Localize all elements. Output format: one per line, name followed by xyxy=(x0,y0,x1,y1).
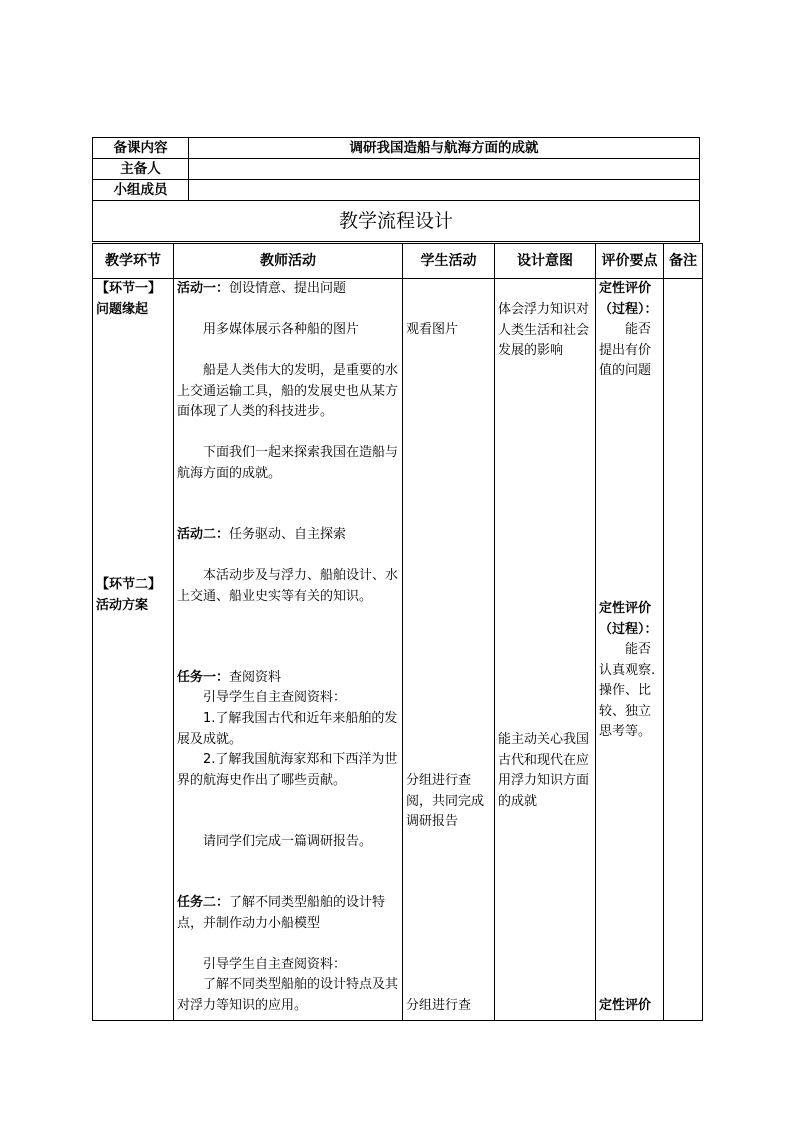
col-header-teacher: 教师活动 xyxy=(174,244,403,279)
task-two-subtitle: 了解不同类型船舶的设计特点，并制作动力小船模型 xyxy=(177,895,386,931)
notes-cell xyxy=(664,279,703,1021)
activity-two-heading xyxy=(177,525,400,546)
activity-two-subtitle: 任务驱动、自主探索 xyxy=(229,527,347,542)
eval-1-head: 定性评价（过程）： xyxy=(599,281,658,317)
header-table xyxy=(92,137,700,242)
task-one-para-4: 请同学们完成一篇调研报告。 xyxy=(203,834,373,849)
task-two-para-1: 引导学生自主查阅资料： xyxy=(203,957,347,972)
activity-one-subtitle: 创设情意、提出问题 xyxy=(229,281,347,296)
col-header-eval: 评价要点 xyxy=(596,244,664,279)
intent-cell xyxy=(495,279,596,1021)
group-members-value xyxy=(189,180,700,201)
eval-2-body: 能否认真观察.操作、比较、独立思考等。 xyxy=(599,642,656,739)
activity-one-para-1: 用多媒体展示各种船的图片 xyxy=(203,322,360,337)
task-one-subtitle: 查阅资料 xyxy=(229,670,282,685)
activity-two-para-1: 本活动步及与浮力、船舶设计、水上交通、船业史实等有关的知识。 xyxy=(177,568,399,604)
col-header-student: 学生活动 xyxy=(403,244,495,279)
task-one-para-3: 2.了解我国航海家郑和下西洋为世界的航海史作出了哪些贡献。 xyxy=(177,752,398,788)
task-one-para-2: 1.了解我国古代和近年来船舶的发展及成就。 xyxy=(177,711,398,747)
activity-one-para-2: 船是人类伟大的发明，是重要的水上交通运输工具，船的发展史也从某方面体现了人类的科技进步。 xyxy=(177,363,399,419)
student-cell xyxy=(403,279,495,1021)
task-one-heading xyxy=(177,668,400,689)
teacher-cell xyxy=(174,279,403,1021)
activity-two-title: 活动二： xyxy=(177,527,230,542)
intent-2: 能主动关心我国古代和现代在应用浮力知识方面的成就 xyxy=(498,732,590,809)
col-header-intent: 设计意图 xyxy=(495,244,596,279)
lead-preparer-label: 主备人 xyxy=(93,159,189,180)
lead-preparer-value xyxy=(189,159,700,180)
activity-one-heading xyxy=(177,279,400,300)
intent-1: 体会浮力知识对人类生活和社会发展的影响 xyxy=(498,302,590,358)
col-header-stage: 教学环节 xyxy=(93,244,174,279)
stage-one: 【环节一】问题缘起 xyxy=(96,281,162,317)
activity-one-para-3: 下面我们一起来探索我国在造船与航海方面的成就。 xyxy=(177,445,399,481)
task-two-title: 任务二： xyxy=(177,895,230,910)
task-two-heading xyxy=(177,893,400,934)
group-members-label: 小组成员 xyxy=(93,180,189,201)
eval-2-head: 定性评价（过程）： xyxy=(599,601,658,637)
page-title: 教学流程设计 xyxy=(93,201,700,242)
student-activity-2: 分组进行查阅，共同完成调研报告 xyxy=(406,773,485,829)
stage-two: 【环节二】活动方案 xyxy=(96,577,162,613)
task-one-para-1: 引导学生自主查阅资料： xyxy=(203,690,347,705)
eval-cell xyxy=(596,279,664,1021)
student-activity-3: 分组进行查 xyxy=(406,998,472,1013)
lesson-content-label: 备课内容 xyxy=(93,138,189,159)
lesson-content-value: 调研我国造船与航海方面的成就 xyxy=(189,138,700,159)
task-two-para-2: 了解不同类型船舶的设计特点及其对浮力等知识的应用。 xyxy=(177,977,399,1013)
col-header-notes: 备注 xyxy=(664,244,703,279)
eval-3-head: 定性评价 xyxy=(599,998,652,1013)
task-one-title: 任务一： xyxy=(177,670,230,685)
student-activity-1: 观看图片 xyxy=(406,322,459,337)
activity-one-title: 活动一： xyxy=(177,281,230,296)
flow-table xyxy=(92,243,703,1021)
eval-1-body: 能否提出有价值的问题 xyxy=(599,322,652,378)
stage-cell xyxy=(93,279,174,1021)
